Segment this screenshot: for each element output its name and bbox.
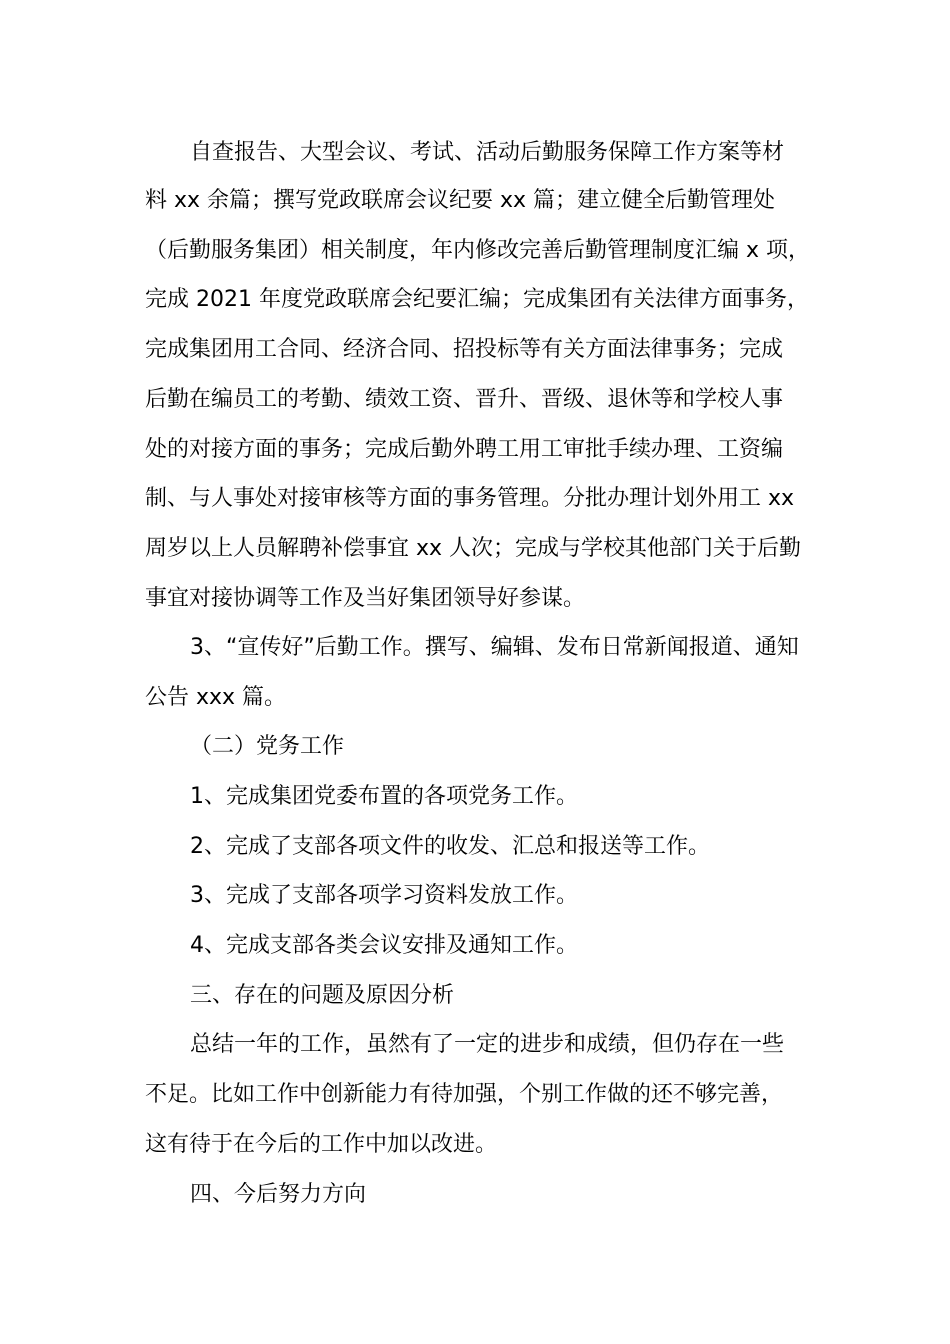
- paragraph-line: 后勤在编员工的考勤、绩效工资、晋升、晋级、退休等和学校人事: [145, 387, 784, 412]
- paragraph-line: 处的对接方面的事务；完成后勤外聘工用工审批手续办理、工资编: [145, 437, 784, 462]
- list-item: 2、完成了支部各项文件的收发、汇总和报送等工作。: [190, 834, 710, 859]
- paragraph-line: 完成 2021 年度党政联席会纪要汇编；完成集团有关法律方面事务，: [145, 287, 809, 312]
- paragraph-line: 制、与人事处对接审核等方面的事务管理。分批办理计划外用工 xx: [145, 486, 795, 511]
- paragraph-line: 周岁以上人员解聘补偿事宜 xx 人次；完成与学校其他部门关于后勤: [145, 536, 802, 561]
- list-item: 1、完成集团党委布置的各项党务工作。: [190, 784, 578, 809]
- list-item: 4、完成支部各类会议安排及通知工作。: [190, 933, 578, 958]
- paragraph-line: 料 xx 余篇；撰写党政联席会议纪要 xx 篇；建立健全后勤管理处: [145, 188, 776, 213]
- paragraph-line: 完成集团用工合同、经济合同、招投标等有关方面法律事务；完成: [145, 337, 784, 362]
- section-heading: （二）党务工作: [190, 734, 345, 759]
- paragraph-line: （后勤服务集团）相关制度，年内修改完善后勤管理制度汇编 x 项，: [145, 238, 811, 263]
- paragraph-line: 3、“宣传好”后勤工作。撰写、编辑、发布日常新闻报道、通知: [190, 635, 799, 660]
- paragraph-line: 总结一年的工作，虽然有了一定的进步和成绩，但仍存在一些: [190, 1032, 785, 1057]
- paragraph-line: 公告 xxx 篇。: [145, 685, 287, 710]
- paragraph-line: 事宜对接协调等工作及当好集团领导好参谋。: [145, 586, 586, 611]
- paragraph-line: 自查报告、大型会议、考试、活动后勤服务保障工作方案等材: [190, 140, 785, 165]
- section-heading: 三、存在的问题及原因分析: [190, 983, 455, 1008]
- paragraph-line: 不足。比如工作中创新能力有待加强，个别工作做的还不够完善，: [145, 1082, 784, 1107]
- list-item: 3、完成了支部各项学习资料发放工作。: [190, 883, 578, 908]
- section-heading: 四、今后努力方向: [190, 1182, 367, 1207]
- paragraph-line: 这有待于在今后的工作中加以改进。: [145, 1132, 498, 1157]
